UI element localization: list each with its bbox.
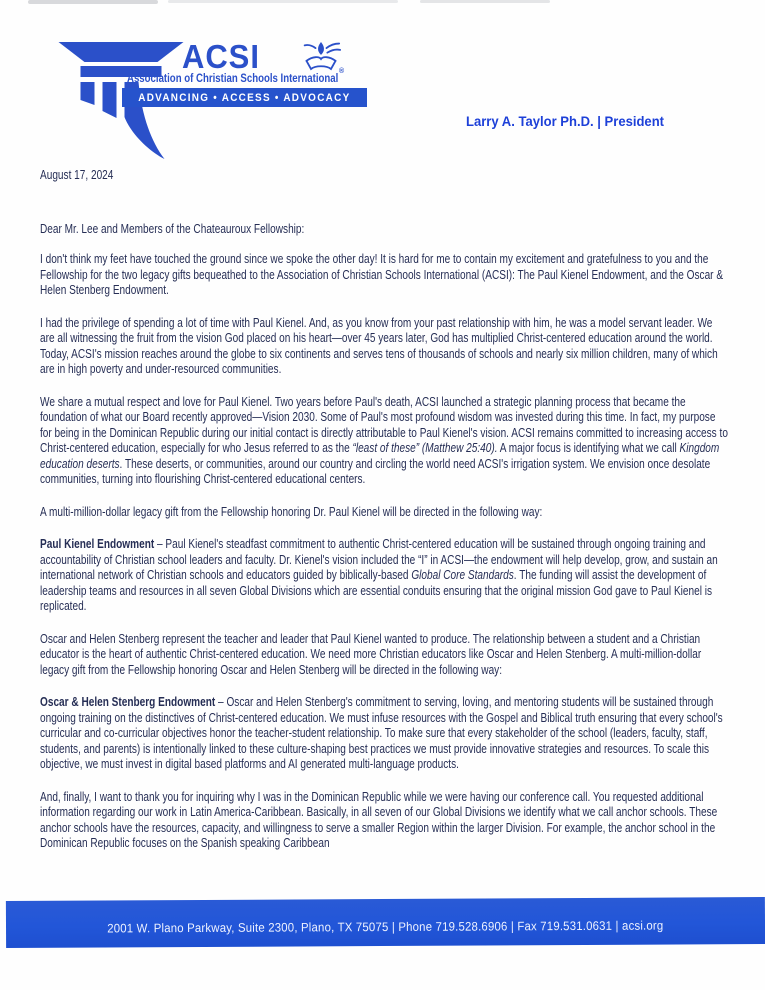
letter-salutation: Dear Mr. Lee and Members of the Chateauroux Fellowship: — [40, 221, 305, 236]
footer-bar — [6, 897, 765, 948]
paragraph-segment: Oscar and Helen Stenberg represent the teacher and leader that Paul Kienel wanted to produce. The relationship between a student and a Christian educator is the heart of authentic Christ-centered education. We need more Christian educators like Oscar and Helen Stenberg. A multi-million-dollar legacy gift from the Fellowship honoring Oscar and Helen Stenberg will be directed in the following way: — [40, 631, 702, 677]
letter-paragraph — [40, 695, 730, 773]
paragraph-segment: I don't think my feet have touched the ground since we spoke the other day! It is hard for me to contain my excitement and gratefulness to you and the Fellowship for the two legacy gifts bequeathed to the Association of Christian Schools International (ACSI): The Paul Kienel Endowment, and the Oscar & Helen Stenberg Endowment. — [40, 252, 724, 297]
paragraph-segment: Paul Kienel Endowment — [40, 537, 155, 551]
paragraph-segment: Oscar & Helen Stenberg Endowment — [40, 695, 216, 709]
letter-paragraph — [40, 790, 730, 852]
paragraph-segment: – Oscar and Helen Stenberg's commitment to serving, loving, and mentoring students will be sustained through ongoing training on the distinctives of Christ-centered education. We must infuse resources with the Gospel and Biblical truth ensuring that every school's curricular and co-curricular objectives honor the teacher-student relationship. To make sure that every stakeholder of the school (leaders, faculty, staff, students, and parents) is intentionally linked to these culture-shaping best practices we must provide innovative strategies and resources. To scale this objective, we must invest in digital based platforms and AI generated multi-language products. — [40, 695, 723, 771]
paragraph-segment: A major focus is identifying what we call — [497, 441, 680, 455]
tagline-text: ADVANCING • ACCESS • ADVOCACY — [138, 91, 351, 104]
letter-paragraph — [40, 505, 730, 521]
paragraph-segment: . The funding will assist the development of leadership teams and resources in all seven Global Divisions which are essential conduits ensuring that the original mission God gave to Paul Kienel is replicated. — [40, 568, 713, 613]
letter-paragraph — [40, 537, 730, 615]
acsi-wordmark: ACSI — [182, 38, 260, 75]
letter-date: August 17, 2024 — [40, 168, 114, 182]
paragraph-segment: And, finally, I want to thank you for inquiring why I was in the Dominican Republic while we were having our conference call. You requested additional information regarding our work in Latin America-Caribbean. Basically, in all seven of our Global Divisions we identify what we call anchor schools. These anchor schools have the resources, capacity, and willingness to serve a smaller Region within the larger Division. For example, the anchor school in the Dominican Republic focuses on the Spanish speaking Caribbean — [40, 789, 718, 850]
paragraph-segment: – Paul Kienel's steadfast commitment to authentic Christ-centered education will be sustained through ongoing training and accountability of Christian school leaders and faculty. Dr. Kienel's vision included the “I” in ACSI—the endowment will help develop, grow, and sustain an international network of Christian schools and educators guided by biblically-based — [40, 537, 718, 582]
letter-paragraphs — [40, 252, 730, 852]
tagline-banner — [122, 88, 367, 107]
letter-paragraph — [40, 316, 730, 378]
letter-body — [40, 168, 730, 869]
paragraph-segment: A multi-million-dollar legacy gift from the Fellowship honoring Dr. Paul Kienel will be directed in the following way: — [40, 504, 543, 519]
paragraph-segment: We share a mutual respect and love for Paul Kienel. Two years before Paul's death, ACSI launched a strategic planning process that became the foundation of what our Board recently approved—Vision 2030. Some of Paul's most profound wisdom was invested during this time. In fact, my purpose for being in the Dominican Republic during our initial contact is directly attributable to Paul Kienel's vision. ACSI remains committed to increasing access to Christ-centered education, especially for who Jesus referred to as the — [40, 394, 728, 455]
signatory-line: Larry A. Taylor Ph.D. | President — [466, 114, 665, 129]
scan-smudge — [168, 0, 398, 3]
org-name: Association of Christian Schools International — [127, 71, 339, 85]
paragraph-segment: Global Core Standards — [411, 568, 514, 582]
footer-address-text: 2001 W. Plano Parkway, Suite 2300, Plano, TX 75075 | Phone 719.528.6906 | Fax 719.531.0631 | acsi.org — [107, 918, 664, 935]
letter-paragraph — [40, 632, 730, 679]
letter-paragraph — [40, 395, 730, 488]
scan-smudge — [28, 0, 158, 4]
registered-trademark: ® — [339, 68, 345, 75]
paragraph-segment: “least of these” (Matthew 25:40). — [352, 441, 498, 455]
scan-smudge — [420, 0, 550, 3]
letter-paragraph — [40, 252, 730, 299]
paragraph-segment: . These deserts, or communities, around our country and circling the world need ACSI's irrigation system. We envision once desolate communities, turning into flourishing Christ-centered educational centers. — [40, 456, 711, 486]
paragraph-segment: Kingdom education deserts — [40, 441, 720, 471]
paragraph-segment: I had the privilege of spending a lot of time with Paul Kienel. And, as you know from your past relationship with him, he was a model servant leader. We are all witnessing the fruit from the vision God placed on his heart—over 45 years later, God has multiplied Christ-centered education around the world. Today, ACSI's mission reaches around the globe to six continents and serves tens of thousands of schools and nearly six million children, many of which are in high poverty and under-resourced communities. — [40, 315, 718, 376]
